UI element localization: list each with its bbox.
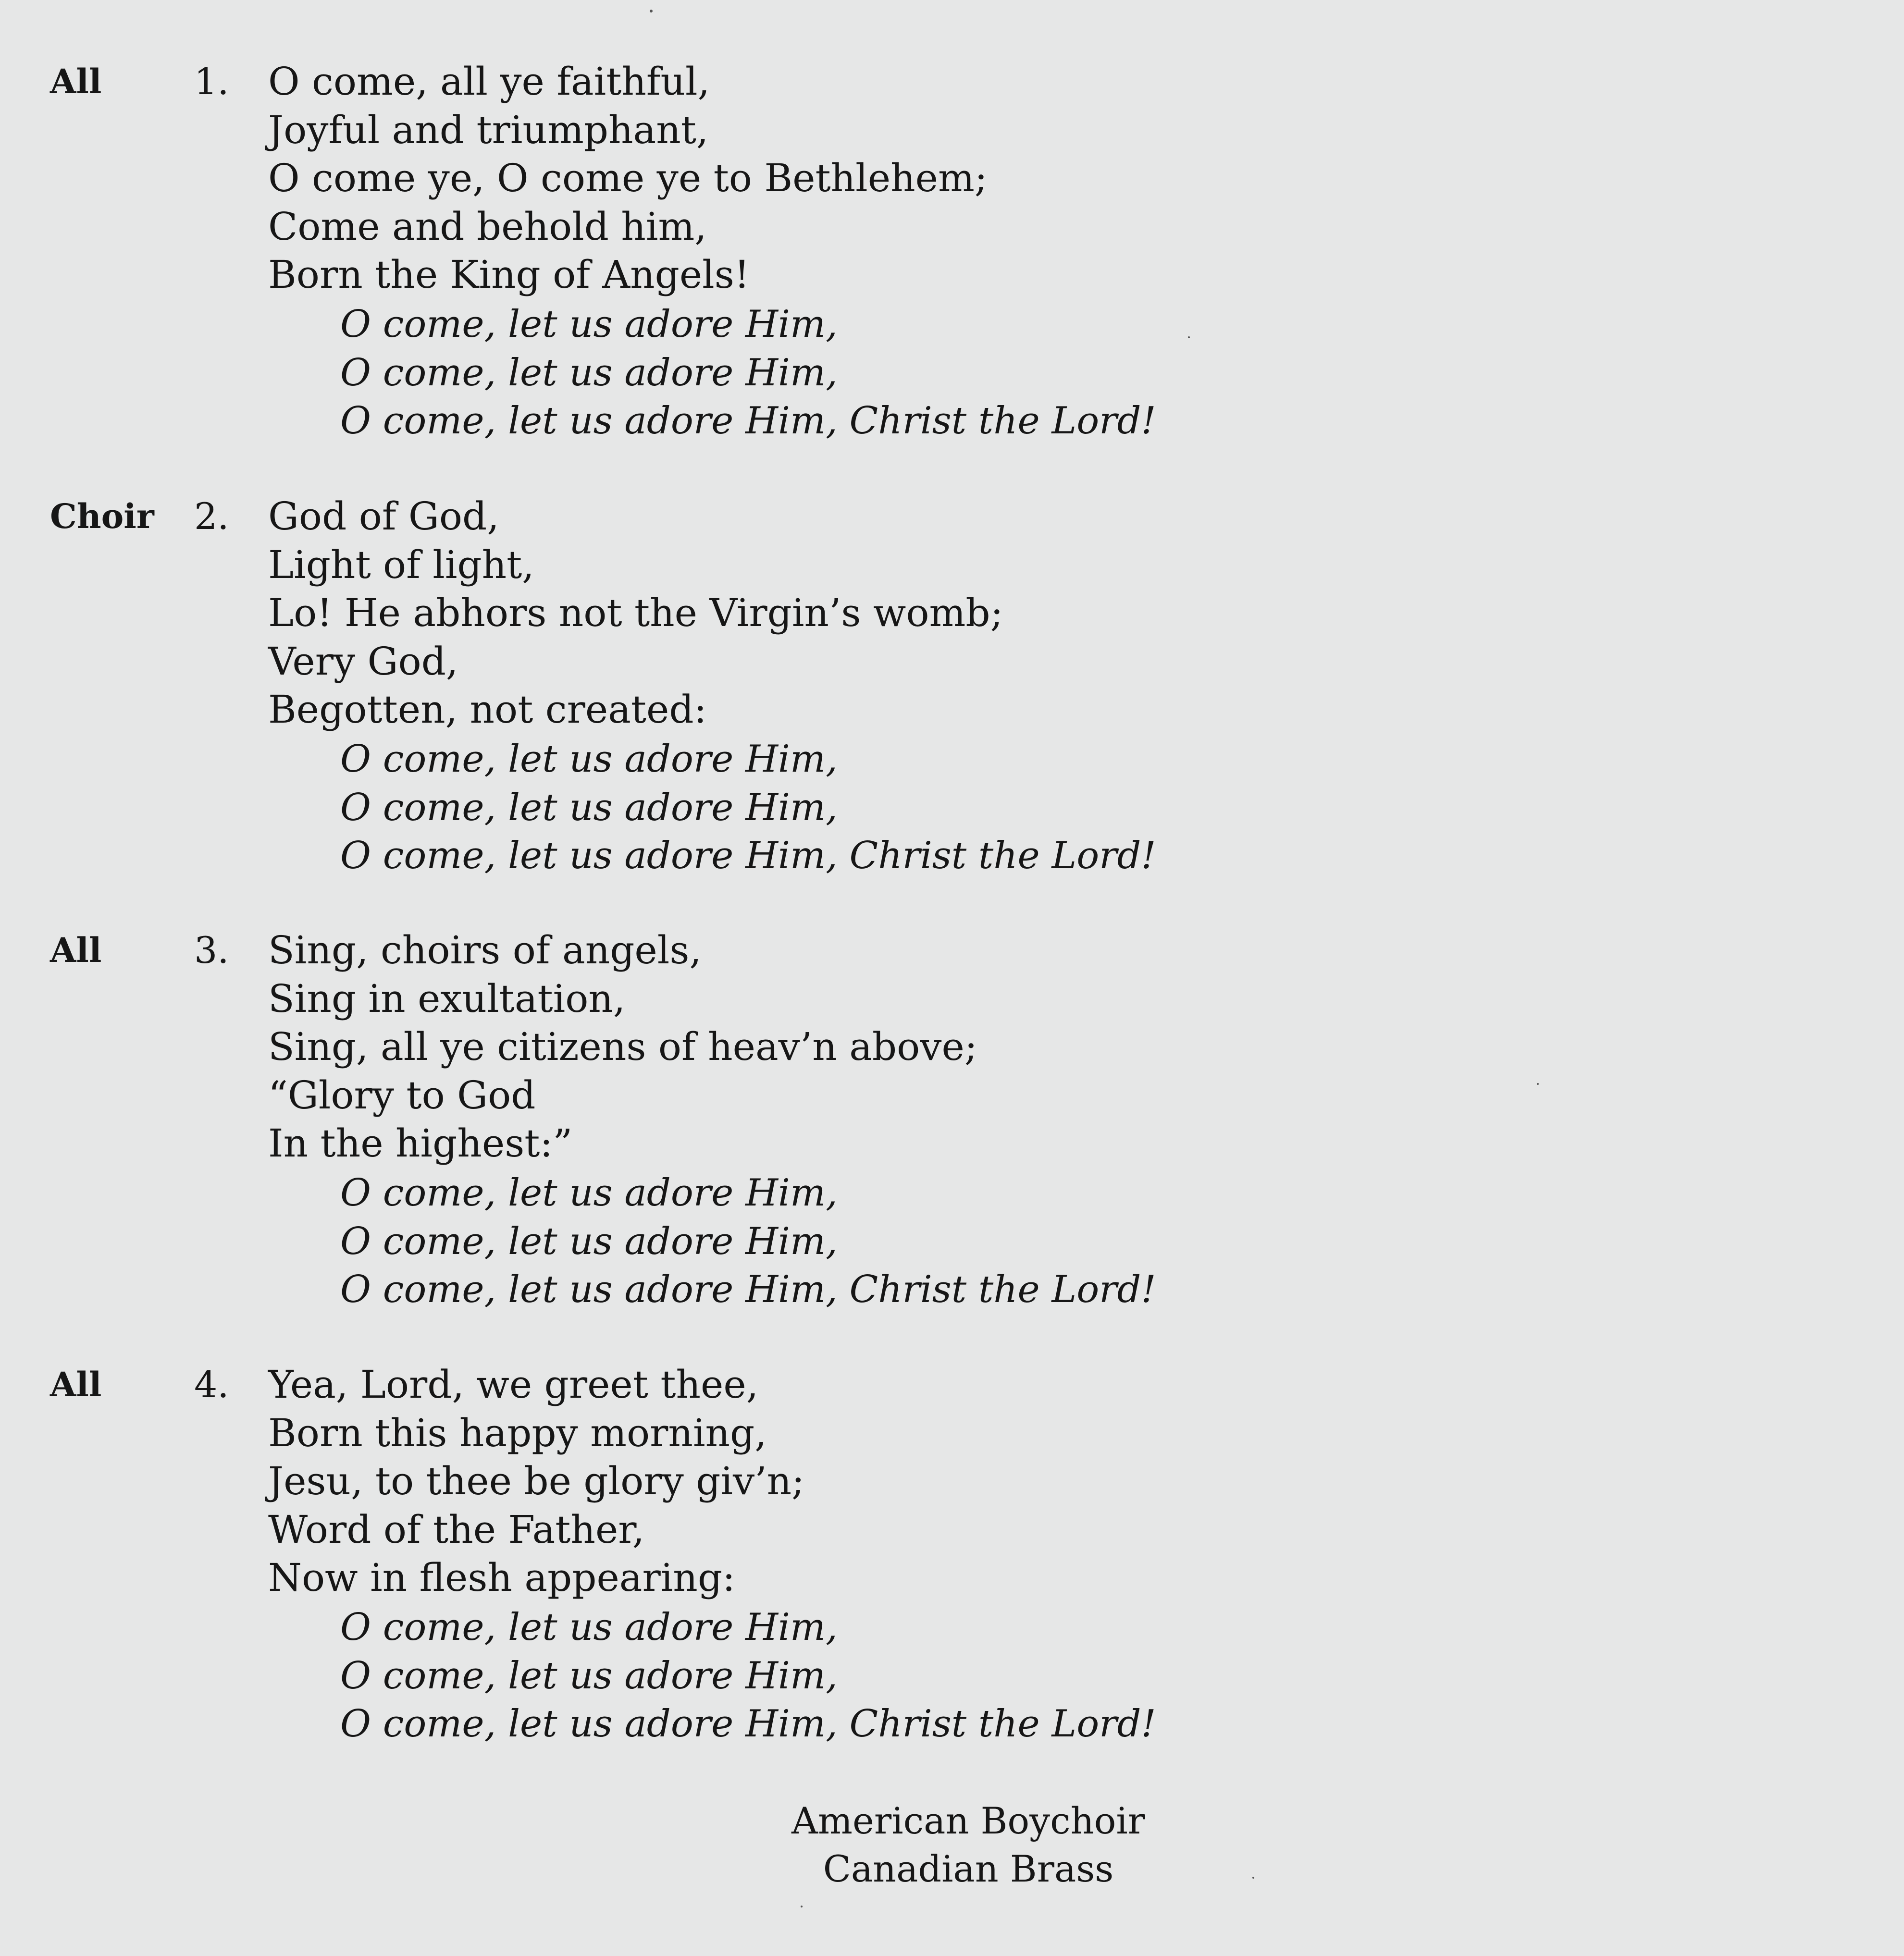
refrain-line: O come, let us adore Him, Christ the Lord! <box>340 834 1156 877</box>
verse-part-label: All <box>50 930 102 970</box>
refrain <box>340 1603 1156 1748</box>
verse-number: 4. <box>194 1363 229 1406</box>
scan-speck <box>650 10 653 12</box>
verse-line: Now in flesh appearing: <box>268 1555 735 1600</box>
verse-line: Yea, Lord, we greet thee, <box>268 1362 759 1407</box>
verse-number: 2. <box>194 495 229 538</box>
verse-line: Light of light, <box>268 542 534 587</box>
verse-lines <box>268 926 977 1168</box>
verse-line: Lo! He abhors not the Virgin’s womb; <box>268 590 1003 635</box>
verse-number: 1. <box>194 60 229 103</box>
performer-credits <box>750 1797 1187 1893</box>
scan-speck <box>801 1906 803 1907</box>
verse-line: In the highest:” <box>268 1121 573 1166</box>
verse-number: 3. <box>194 929 229 972</box>
scan-speck <box>1537 1083 1539 1085</box>
refrain <box>340 735 1156 880</box>
refrain-line: O come, let us adore Him, Christ the Lord! <box>340 1268 1156 1311</box>
verse-line: Born this happy morning, <box>268 1410 767 1455</box>
refrain-line: O come, let us adore Him, <box>340 1171 838 1215</box>
verse-line: God of God, <box>268 494 499 539</box>
refrain-line: O come, let us adore Him, <box>340 1654 838 1698</box>
verse-line: Come and behold him, <box>268 204 707 249</box>
verse-line: Jesu, to thee be glory giv’n; <box>268 1459 805 1503</box>
verse-lines <box>268 58 988 299</box>
refrain <box>340 300 1156 445</box>
refrain-line: O come, let us adore Him, Christ the Lord! <box>340 399 1156 443</box>
verse-part-label: All <box>50 62 102 101</box>
verse-line: O come, all ye faithful, <box>268 59 710 104</box>
refrain-line: O come, let us adore Him, <box>340 1219 838 1263</box>
refrain-line: O come, let us adore Him, <box>340 786 838 829</box>
refrain-line: O come, let us adore Him, <box>340 303 838 346</box>
credit-line: Canadian Brass <box>823 1847 1114 1890</box>
refrain-line: O come, let us adore Him, <box>340 351 838 394</box>
verse-line: Joyful and triumphant, <box>268 107 709 152</box>
credit-line: American Boychoir <box>791 1799 1145 1842</box>
verse-line: “Glory to God <box>268 1072 536 1118</box>
verse-line: Sing, choirs of angels, <box>268 928 702 972</box>
verse-line: Begotten, not created: <box>268 687 707 732</box>
refrain-line: O come, let us adore Him, Christ the Lord! <box>340 1702 1156 1746</box>
verse-lines <box>268 1361 804 1602</box>
refrain <box>340 1169 1156 1314</box>
scan-speck <box>1188 336 1190 338</box>
verse-line: Sing in exultation, <box>268 976 626 1021</box>
verse-part-label: Choir <box>50 496 154 536</box>
verse-line: Sing, all ye citizens of heav’n above; <box>268 1024 977 1069</box>
verse-line: O come ye, O come ye to Bethlehem; <box>268 156 988 200</box>
verse-line: Very God, <box>268 639 458 684</box>
verse-part-label: All <box>50 1365 102 1404</box>
verse-line: Born the King of Angels! <box>268 252 750 297</box>
refrain-line: O come, let us adore Him, <box>340 1606 838 1649</box>
scan-speck <box>1252 1877 1254 1879</box>
refrain-line: O come, let us adore Him, <box>340 738 838 781</box>
verse-line: Word of the Father, <box>268 1507 645 1552</box>
verse-lines <box>268 492 1003 734</box>
